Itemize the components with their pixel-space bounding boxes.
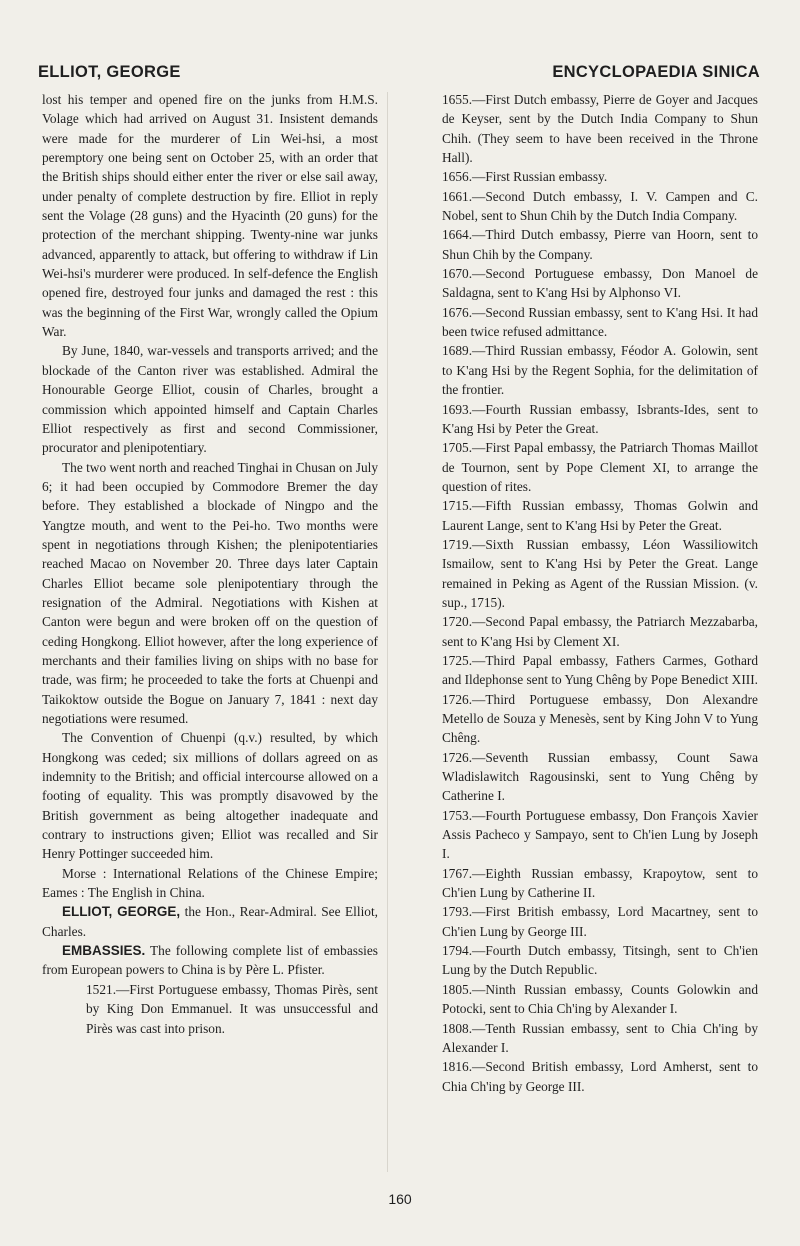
right-column (398, 90, 758, 1096)
embassy-entry: 1719.—Sixth Russian embassy, Léon Wassiliowitch Ismailow, sent to K'ang Hsi by Peter the Great. Lange remained in Peking as Agent of the Russian Mission. (v. sup., 1715). (442, 536, 758, 610)
embassy-entry: 1715.—Fifth Russian embassy, Thomas Golwin and Laurent Lange, sent to K'ang Hsi by Peter the Great. (442, 498, 758, 533)
embassy-entry: 1794.—Fourth Dutch embassy, Titsingh, sent to Ch'ien Lung by the Dutch Republic. (442, 943, 758, 978)
embassy-entry: 1726.—Third Portuguese embassy, Don Alexandre Metello de Souza y Menesès, sent by King John V to Yung Chêng. (442, 691, 758, 746)
embassy-entry: 1808.—Tenth Russian embassy, sent to Chia Ch'ing by Alexander I. (442, 1020, 758, 1055)
entry-elliot-george-text: the Hon., Rear-Admiral. See Elliot, Charles. (42, 904, 378, 939)
embassy-entry: 1693.—Fourth Russian embassy, Isbrants-Ides, sent to K'ang Hsi by Peter the Great. (442, 401, 758, 436)
embassy-entry: 1726.—Seventh Russian embassy, Count Sawa Wladislawitch Ragousinski, sent to Yung Chêng by Catherine I. (442, 749, 758, 804)
embassy-entry: 1725.—Third Papal embassy, Fathers Carmes, Gothard and Ildephonse sent to Yung Chêng by Pope Benedict XIII. (442, 652, 758, 688)
embassy-entry: 1655.—First Dutch embassy, Pierre de Goyer and Jacques de Keyser, sent by the Dutch India Company to Shun Chih. (They seem to have been received in the Throne Hall). (442, 92, 758, 166)
embassy-entry: 1661.—Second Dutch embassy, I. V. Campen and C. Nobel, sent to Shun Chih by the Dutch India Company. (442, 188, 758, 224)
embassy-entry: 1720.—Second Papal embassy, the Patriarch Mezzabarba, sent to K'ang Hsi by Clement XI. (442, 614, 758, 649)
column-divider (387, 92, 388, 1172)
headword-elliot-george: ELLIOT, GEORGE, (62, 904, 181, 920)
page-number: 160 (388, 1191, 412, 1207)
embassy-entry: 1664.—Third Dutch embassy, Pierre van Hoorn, sent to Shun Chih by the Company. (442, 227, 758, 262)
embassy-entry: 1767.—Eighth Russian embassy, Krapoytow, sent to Ch'ien Lung by Catherine II. (442, 865, 758, 901)
embassy-entry: 1816.—Second British embassy, Lord Amherst, sent to Chia Ch'ing by George III. (442, 1059, 758, 1094)
running-head-right: ENCYCLOPAEDIA SINICA (552, 63, 760, 81)
paragraph-convention: The Convention of Chuenpi (q.v.) resulted, by which Hongkong was ceded; six millions of dollars agreed on as indemnity to the British; and official intercourse allowed on a footing of equality. This was promptly disavowed by the British government as being altogether inadequate and contrary to instructions given; Elliot was recalled and Sir Henry Pottinger succeeded him. (42, 730, 378, 862)
left-column (42, 90, 378, 1038)
entry-embassies (42, 941, 378, 980)
paragraph-blockade: By June, 1840, war-vessels and transports arrived; and the blockade of the Canton river was established. Admiral the Honourable George Elliot, cousin of Charles, brought a commission which appointed himself and Captain Charles Elliot respectively as first and second Commissioner, procurator and plenipotentiary. (42, 343, 378, 456)
embassy-entry: 1805.—Ninth Russian embassy, Counts Golowkin and Potocki, sent to Chia Ch'ing by Alexander I. (442, 981, 758, 1017)
paragraph-references: Morse : International Relations of the Chinese Empire; Eames : The English in China. (42, 865, 378, 901)
embassy-entry: 1670.—Second Portuguese embassy, Don Manoel de Saldagna, sent to K'ang Hsi by Alphonso VI. (442, 266, 758, 301)
entry-embassies-text: The following complete list of embassies from European powers to China is by Père L. Pfister. (42, 943, 378, 978)
paragraph-volage-incident: lost his temper and opened fire on the junks from H.M.S. Volage which had arrived on August 31. Insistent demands were made for the murderer of Lin Wei-hsi, a most peremptory one being sent on October 25, with an order that the British ships should either enter the river or else sail away, under penalty of complete destruction by fire. Elliot in reply sent the Volage (28 guns) and the Hyacinth (20 guns) for the protection of the merchant shipping. Twenty-nine war junks advanced, apparently to attack, but offering to withdraw if Lin Wei-hsi's murderer were produced. In self-defence the English opened fire, destroyed four junks and damaged the rest : this was the beginning of the First War, wrongly called the Opium War. (42, 92, 378, 340)
paragraph-negotiations: The two went north and reached Tinghai in Chusan on July 6; it had been occupied by Commodore Bremer the day before. They established a blockade of Ningpo and the Yangtze mouth, and went to the Pei-ho. Two months were spent in negotiations through Kishen; the plenipotentiaries reached Macao on November 20. Three days later Captain Charles Elliot became sole plenipotentiary through the resignation of the Admiral. Negotiations with Kishen at Canton were begun and were broken off on the question of ceding Hongkong. Elliot however, after the long experience of merchants and their families living on ships with no base for trade, was firm; he proceeded to take the forts at Chuenpi and Taikoktow outside the Bogue on January 7, 1841 : next day negotiations were resumed. (42, 459, 378, 726)
headword-embassies: EMBASSIES. (62, 943, 146, 959)
embassy-entry-1521: 1521.—First Portuguese embassy, Thomas Pirès, sent by King Don Emmanuel. It was unsuccessful and Pirès was cast into prison. (86, 981, 378, 1036)
embassy-entry: 1656.—First Russian embassy. (442, 169, 608, 185)
embassy-entry: 1689.—Third Russian embassy, Féodor A. Golowin, sent to K'ang Hsi by the Regent Sophia, for the delimitation of the frontier. (442, 343, 758, 398)
embassy-entry: 1753.—Fourth Portuguese embassy, Don François Xavier Assis Pacheco y Sampayo, sent to Ch'ien Lung by Joseph I. (442, 807, 758, 862)
embassy-entry: 1793.—First British embassy, Lord Macartney, sent to Ch'ien Lung by George III. (442, 904, 758, 939)
embassy-entry: 1676.—Second Russian embassy, sent to K'ang Hsi. It had been twice refused admittance. (442, 304, 758, 340)
entry-elliot-george (42, 902, 378, 941)
running-head-left: ELLIOT, GEORGE (38, 63, 181, 81)
embassy-entry: 1705.—First Papal embassy, the Patriarch Thomas Maillot de Tournon, sent by Pope Clement XI, to arrange the question of rites. (442, 440, 758, 494)
